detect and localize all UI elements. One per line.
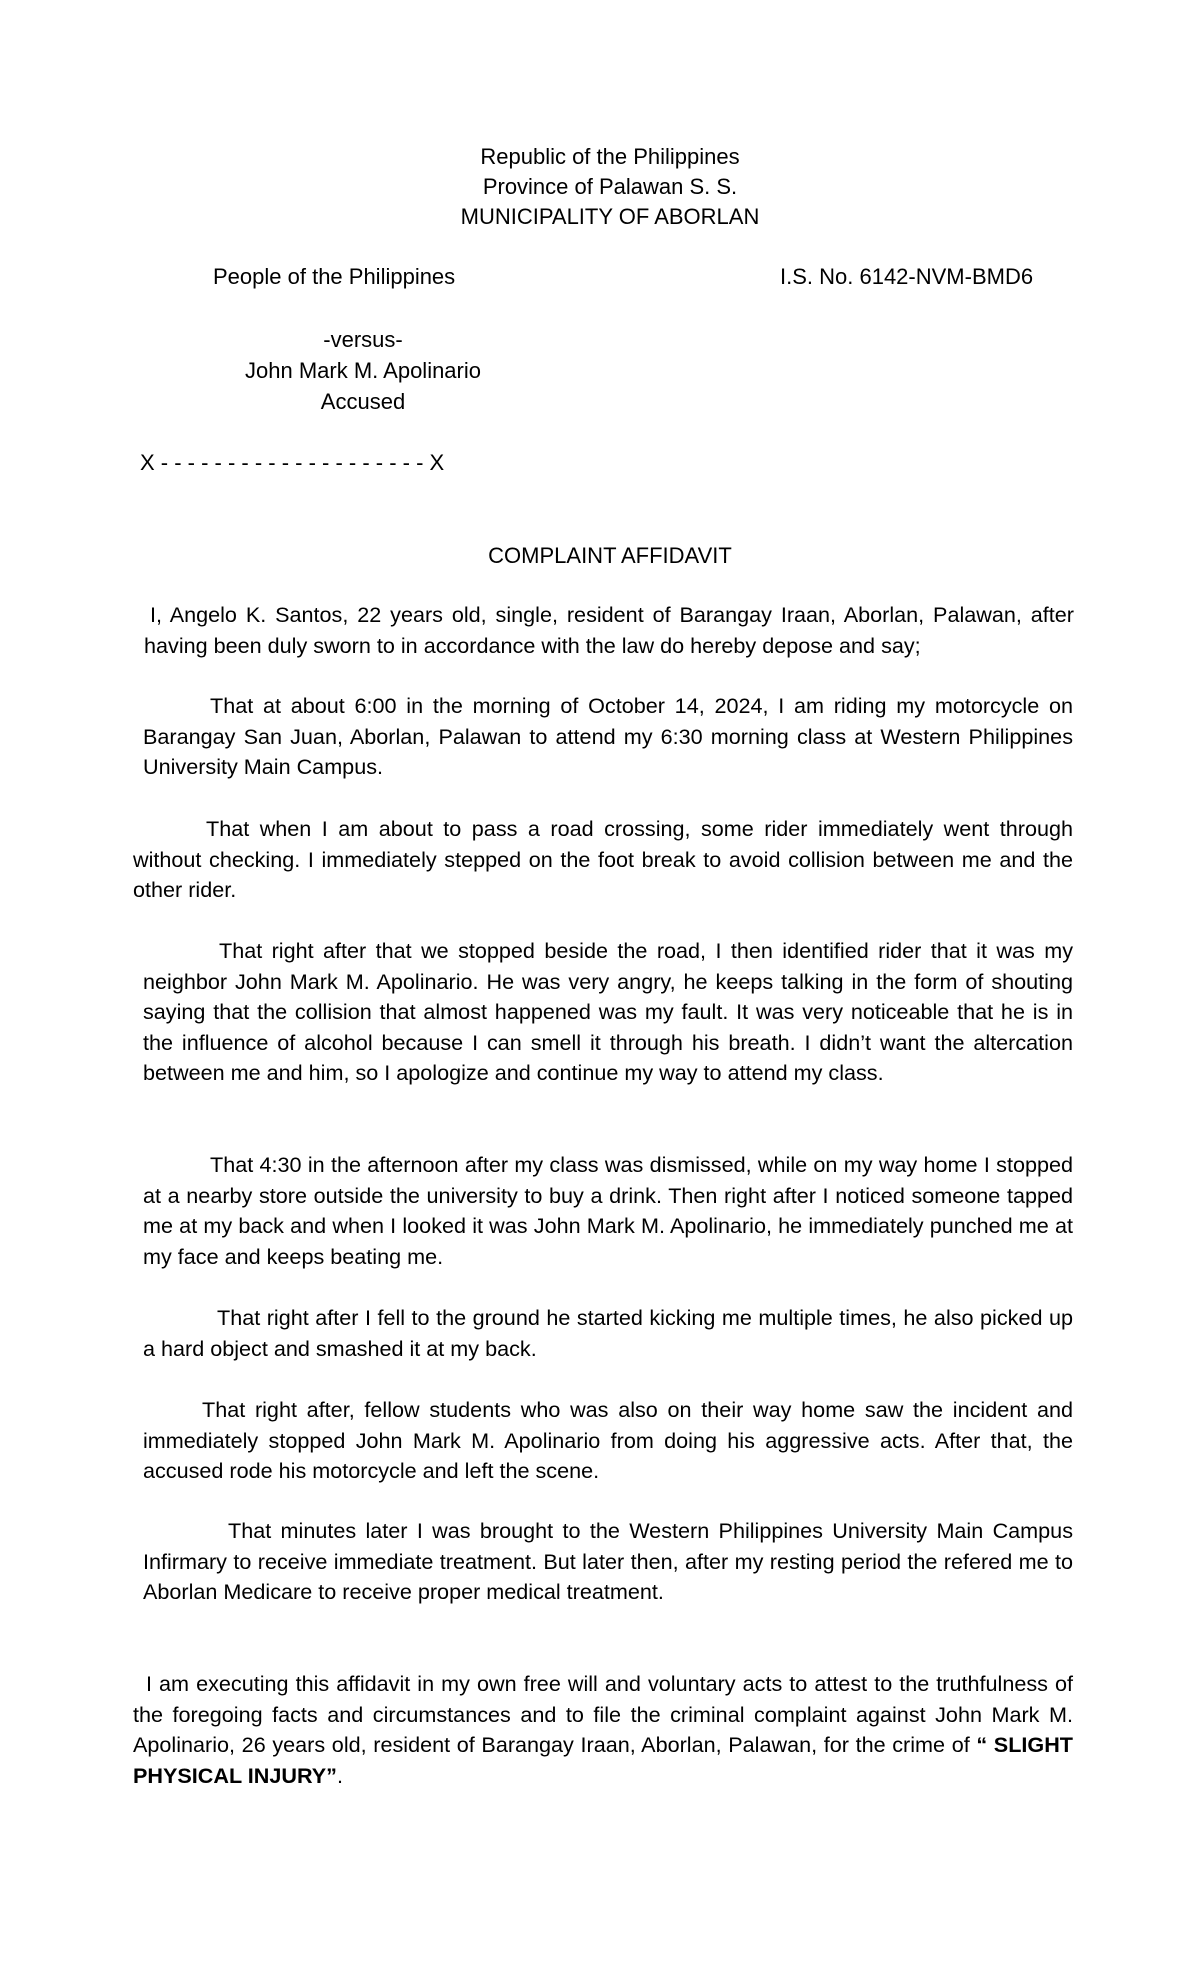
accused-block	[163, 324, 563, 417]
paragraph-3	[133, 814, 1073, 906]
paragraph-4	[143, 936, 1073, 1089]
header-municipality: MUNICIPALITY OF ABORLAN	[460, 204, 760, 229]
document-title: COMPLAINT AFFIDAVIT	[488, 543, 732, 568]
versus-label: -versus-	[323, 327, 403, 352]
paragraph-2	[143, 691, 1073, 783]
document-header	[10, 142, 1200, 232]
accused-label: Accused	[320, 389, 406, 414]
header-province: Province of Palawan S. S.	[482, 174, 738, 199]
paragraph-closing	[133, 1669, 1073, 1791]
caption-separator: X - - - - - - - - - - - - - - - - - - - - X	[140, 450, 445, 475]
paragraph-6-text: That right after I fell to the ground he started kicking me multiple times, he also picked up a hard object and smashed it at my back.	[143, 1305, 1073, 1361]
paragraph-2-text: That at about 6:00 in the morning of October 14, 2024, I am riding my motorcycle on Barangay San Juan, Aborlan, Palawan to attend my 6:30 morning class at Western Philippines University Main Campus.	[143, 693, 1073, 779]
paragraph-intro-text: I, Angelo K. Santos, 22 years old, single, resident of Barangay Iraan, Aborlan, Palawan, after having been duly sworn to in accordance with the law do hereby depose and say;	[144, 602, 1074, 658]
paragraph-intro	[144, 600, 1074, 661]
header-republic: Republic of the Philippines	[480, 144, 740, 169]
paragraph-8-text: That minutes later I was brought to the Western Philippines University Main Campus Infirmary to receive immediate treatment. But later then, after my resting period the refered me to Aborlan Medicare to receive proper medical treatment.	[143, 1518, 1073, 1604]
paragraph-6	[143, 1303, 1073, 1364]
paragraph-5	[143, 1150, 1073, 1272]
paragraph-5-text: That 4:30 in the afternoon after my class was dismissed, while on my way home I stopped at a nearby store outside the university to buy a drink. Then right after I noticed someone tapped me at my back and when I looked it was John Mark M. Apolinario, he immediately punched me at my face and keeps beating me.	[143, 1152, 1073, 1269]
paragraph-7	[143, 1395, 1073, 1487]
paragraph-closing-text: I am executing this affidavit in my own free will and voluntary acts to attest to the truthfulness of the foregoing facts and circumstances and to file the criminal complaint against John Mark M. Apolinario, 26 years old, resident of Barangay Iraan, Aborlan, Palawan, for the crime of	[133, 1671, 1073, 1757]
case-number: I.S. No. 6142-NVM-BMD6	[780, 264, 1034, 289]
paragraph-3-text: That when I am about to pass a road crossing, some rider immediately went through without checking. I immediately stepped on the foot break to avoid collision between me and the other rider.	[133, 816, 1073, 902]
paragraph-8	[143, 1516, 1073, 1608]
paragraph-4-text: That right after that we stopped beside the road, I then identified rider that it was my neighbor John Mark M. Apolinario. He was very angry, he keeps talking in the form of shouting saying that the collision that almost happened was my fault. It was very noticeable that he is in the influence of alcohol because I can smell it through his breath. I didn’t want the altercation between me and him, so I apologize and continue my way to attend my class.	[143, 938, 1073, 1085]
accused-name: John Mark M. Apolinario	[245, 358, 481, 383]
paragraph-closing-end: .	[336, 1762, 343, 1788]
plaintiff-name: People of the Philippines	[213, 264, 456, 289]
crime-name: “ SLIGHT PHYSICAL INJURY”	[133, 1732, 1073, 1788]
paragraph-7-text: That right after, fellow students who was also on their way home saw the incident and immediately stopped John Mark M. Apolinario from doing his aggressive acts. After that, the accused rode his motorcycle and left the scene.	[143, 1397, 1073, 1483]
